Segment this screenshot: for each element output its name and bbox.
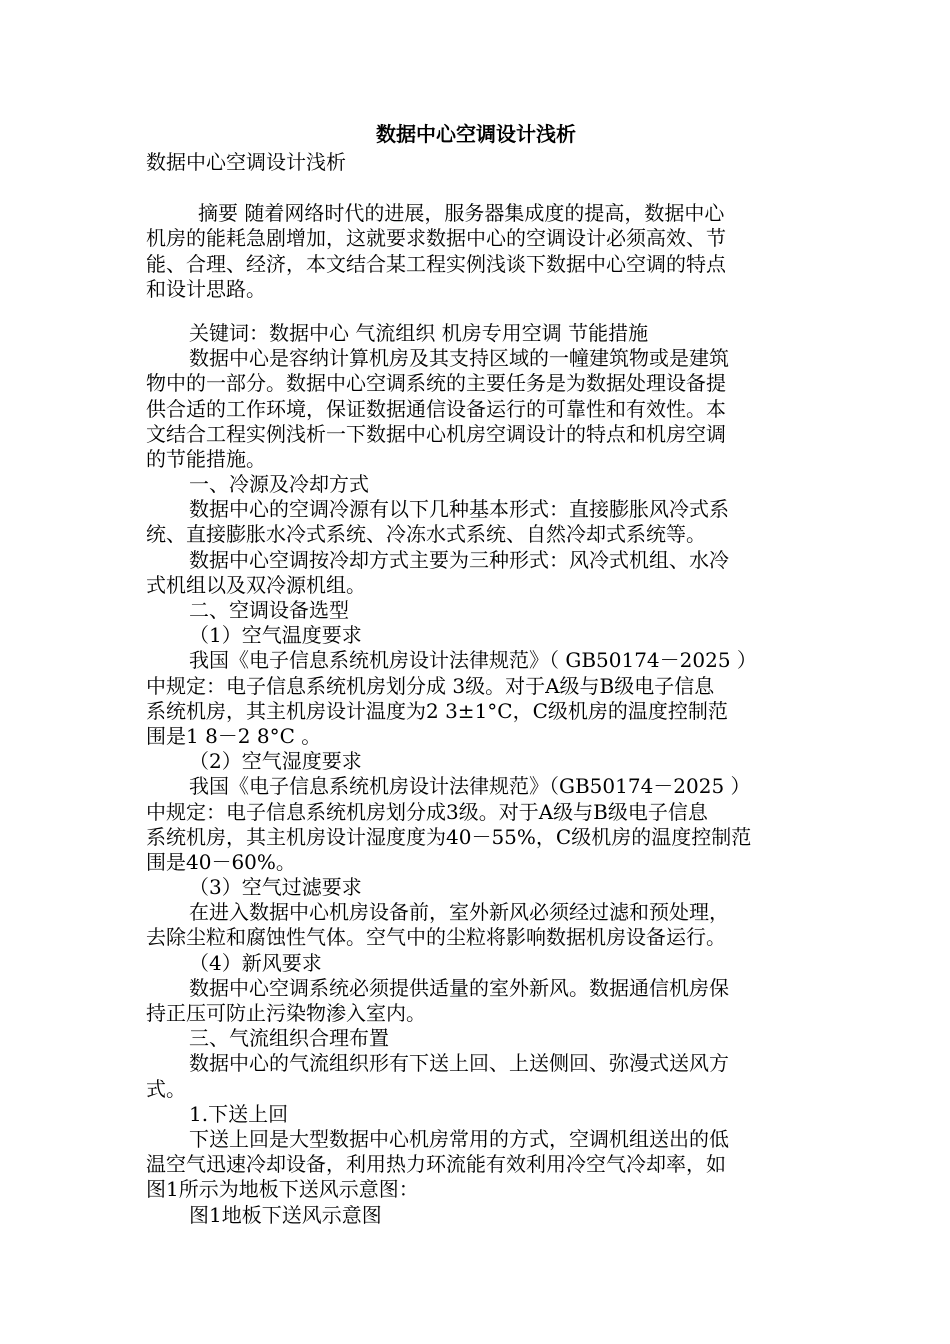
- abstract-line: 摘要 随着网络时代的进展，服务器集成度的提高，数据中心: [198, 201, 725, 226]
- section-heading: 二、空调设备选型: [189, 598, 349, 622]
- paragraph-line: 中规定：电子信息系统机房划分成 3级。对于A级与B级电子信息: [146, 673, 715, 698]
- paragraph-line: 系统机房，其主机房设计温度为2 3±1°C，C级机房的温度控制范: [146, 698, 728, 723]
- paragraph-line: 图1所示为地板下送风示意图：: [146, 1177, 419, 1202]
- paragraph-line: 数据中心空调按冷却方式主要为三种形式：风冷式机组、水冷: [189, 547, 729, 572]
- paragraph-line: 数据中心是容纳计算机房及其支持区域的一幢建筑物或是建筑: [189, 346, 729, 371]
- body-text: [146, 346, 806, 1228]
- document-page: [146, 118, 806, 1228]
- paragraph-line: 文结合工程实例浅析一下数据中心机房空调设计的特点和机房空调: [146, 421, 726, 446]
- spacer: [146, 175, 806, 201]
- figure-caption: 图1地板下送风示意图: [189, 1202, 382, 1227]
- abstract-line: 和设计思路。: [146, 276, 266, 301]
- paragraph-line: 去除尘粒和腐蚀性气体。空气中的尘粒将影响数据机房设备运行。: [146, 925, 726, 950]
- section-heading: 三、气流组织合理布置: [189, 1026, 389, 1051]
- abstract: [146, 201, 806, 302]
- paragraph-line: 中规定：电子信息系统机房划分成3级。对于A级与B级电子信息: [146, 799, 708, 824]
- paragraph-line: 统、直接膨胀水冷式系统、冷冻水式系统、自然冷却式系统等。: [146, 522, 706, 547]
- abstract-line: 能、合理、经济，本文结合某工程实例浅谈下数据中心空调的特点: [146, 251, 726, 276]
- paragraph-line: 式机组以及双冷源机组。: [146, 572, 366, 597]
- subsection-heading: （1）空气温度要求: [189, 623, 362, 648]
- paragraph-line: 供合适的工作环境，保证数据通信设备运行的可靠性和有效性。本: [146, 396, 726, 421]
- subsection-heading: （2）空气湿度要求: [189, 749, 362, 774]
- subsection-heading: 1.下送上回: [189, 1101, 289, 1126]
- paragraph-line: 物中的一部分。数据中心空调系统的主要任务是为数据处理设备提: [146, 371, 726, 396]
- paragraph-line: 数据中心的空调冷源有以下几种基本形式：直接膨胀风冷式系: [189, 497, 729, 522]
- paragraph-line: 温空气迅速冷却设备，利用热力环流能有效利用冷空气冷却率，如: [146, 1152, 726, 1177]
- paragraph-line: 系统机房，其主机房设计湿度度为40－55%，C级机房的温度控制范: [146, 824, 752, 849]
- spacer: [146, 302, 806, 321]
- paragraph-line: 数据中心的气流组织形有下送上回、上送侧回、弥漫式送风方: [189, 1051, 729, 1076]
- keywords: 关键词：数据中心 气流组织 机房专用空调 节能措施: [189, 320, 649, 345]
- subsection-heading: （4）新风要求: [189, 950, 322, 975]
- section-heading: 一、冷源及冷却方式: [189, 472, 369, 497]
- document-subtitle: 数据中心空调设计浅析: [146, 150, 346, 174]
- document-title: 数据中心空调设计浅析: [376, 122, 576, 146]
- abstract-line: 机房的能耗急剧增加，这就要求数据中心的空调设计必须高效、节: [146, 226, 726, 251]
- paragraph-line: 围是1 8－2 8°C 。: [146, 723, 322, 748]
- paragraph-line: 的节能措施。: [146, 446, 266, 471]
- paragraph-line: 式。: [146, 1076, 186, 1101]
- paragraph-line: 持正压可防止污染物渗入室内。: [146, 1001, 426, 1025]
- subsection-heading: （3）空气过滤要求: [189, 875, 362, 900]
- paragraph-line: 我国《电子信息系统机房设计法律规范》（GB50174－2025 ）: [189, 774, 751, 799]
- paragraph-line: 数据中心空调系统必须提供适量的室外新风。数据通信机房保: [189, 975, 729, 1000]
- paragraph-line: 围是40－60%。: [146, 849, 296, 874]
- paragraph-line: 我国《电子信息系统机房设计法律规范》（ GB50174－2025 ）: [189, 648, 757, 673]
- paragraph-line: 在进入数据中心机房设备前，室外新风必须经过滤和预处理，: [189, 900, 729, 925]
- paragraph-line: 下送上回是大型数据中心机房常用的方式，空调机组送出的低: [189, 1126, 729, 1151]
